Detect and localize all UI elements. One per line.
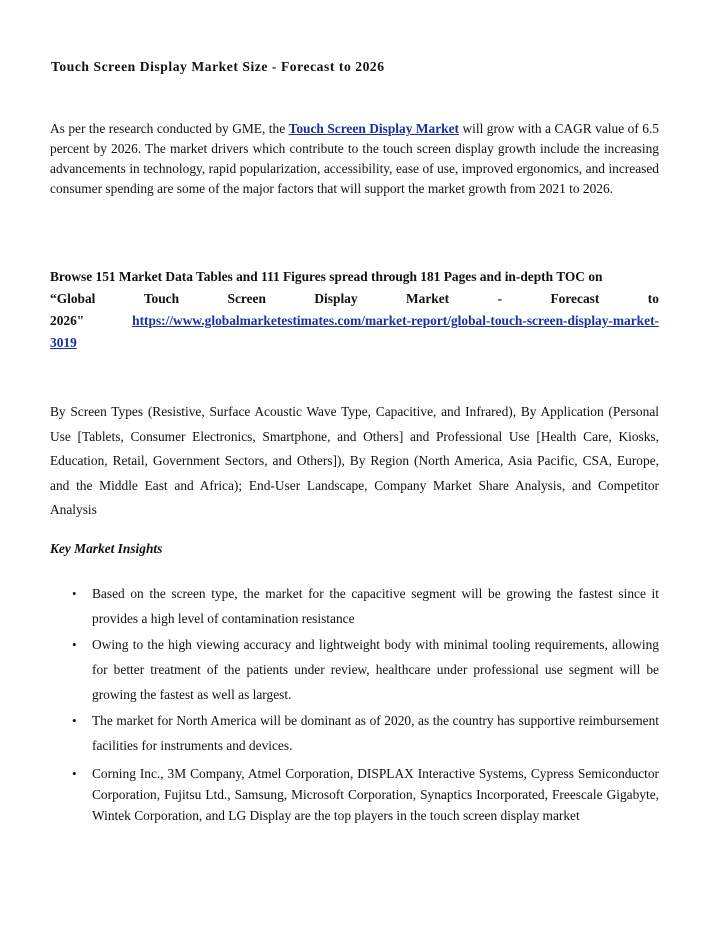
browse-line-1: [50, 266, 659, 288]
bullet-icon: •: [72, 766, 77, 781]
touch-screen-display-market-link[interactable]: Touch Screen Display Market: [288, 121, 459, 136]
segmentation-paragraph: By Screen Types (Resistive, Surface Acoustic Wave Type, Capacitive, and Infrared), By Application (Personal Use [Tablets, Consumer Electronics, Smartphone, and Others] and Professional Use [Health Care, Kiosks, Education, Retail, Government Sectors, and Others]), By Region (North America, Asia Pacific, CSA, Europe, and the Middle East and Africa); End-User Landscape, Company Market Share Analysis, and Competitor Analysis: [50, 404, 659, 517]
page-title: Touch Screen Display Market Size - Forecast to 2026: [51, 59, 385, 74]
bullet-icon: •: [72, 713, 77, 728]
intro-paragraph: [50, 119, 659, 199]
browse-word: Display: [314, 291, 358, 306]
bullet-icon: •: [72, 637, 77, 652]
browse-word: Market: [406, 291, 450, 306]
browse-line-3: [50, 310, 659, 332]
browse-word: Touch: [143, 291, 180, 306]
key-market-insights-heading: Key Market Insights: [50, 541, 163, 556]
list-item-text: Corning Inc., 3M Company, Atmel Corporation, DISPLAX Interactive Systems, Cypress Semiconductor Corporation, Fujitsu Ltd., Samsung, Microsoft Corporation, Synaptics Incorporated, Freescale Gigabyte, Wintek Corporation, and LG Display are the top players in the touch screen display market: [92, 766, 659, 823]
browse-word: “Global: [50, 291, 96, 306]
browse-word: -: [497, 291, 503, 306]
browse-word: Screen: [227, 291, 266, 306]
report-url-link[interactable]: https://www.globalmarketestimates.com/market-report/global-touch-screen-display-market-: [132, 313, 659, 328]
list-item-text: The market for North America will be dominant as of 2020, as the country has supportive reimbursement facilities for instruments and devices.: [92, 713, 659, 753]
bullet-icon: •: [72, 586, 77, 601]
browse-line-3-prefix: 2026": [50, 313, 85, 328]
list-item: [50, 632, 659, 707]
intro-text-before-link: As per the research conducted by GME, the: [50, 121, 289, 136]
insights-list: [50, 581, 659, 826]
browse-line-1-text: Browse 151 Market Data Tables and 111 Figures spread through 181 Pages and in-depth TOC on: [50, 269, 603, 284]
list-item-text: Based on the screen type, the market for the capacitive segment will be growing the fastest since it provides a high level of contamination resistance: [92, 586, 659, 626]
list-item: [50, 708, 659, 758]
browse-paragraph: [50, 266, 659, 354]
browse-word: Forecast: [550, 291, 600, 306]
list-item-text: Owing to the high viewing accuracy and lightweight body with minimal tooling requirements, allowing for better treatment of the patients under review, healthcare under professional use segment will be growing the fastest as well as largest.: [92, 637, 659, 702]
report-url-link-continued[interactable]: 3019: [50, 335, 77, 350]
list-item: [50, 581, 659, 631]
browse-line-2: [50, 288, 659, 310]
intro-text-after-link: will grow with a CAGR value of 6.5 percent by 2026. The market drivers which contribute to the touch screen display growth include the increasing advancements in technology, rapid popularization, accessibility, ease of use, improved ergonomics, and increased consumer spending are some of the major factors that will support the market growth from 2021 to 2026.: [50, 121, 659, 196]
browse-word: to: [647, 291, 659, 306]
list-item: [50, 763, 659, 826]
browse-line-4: [50, 332, 659, 354]
